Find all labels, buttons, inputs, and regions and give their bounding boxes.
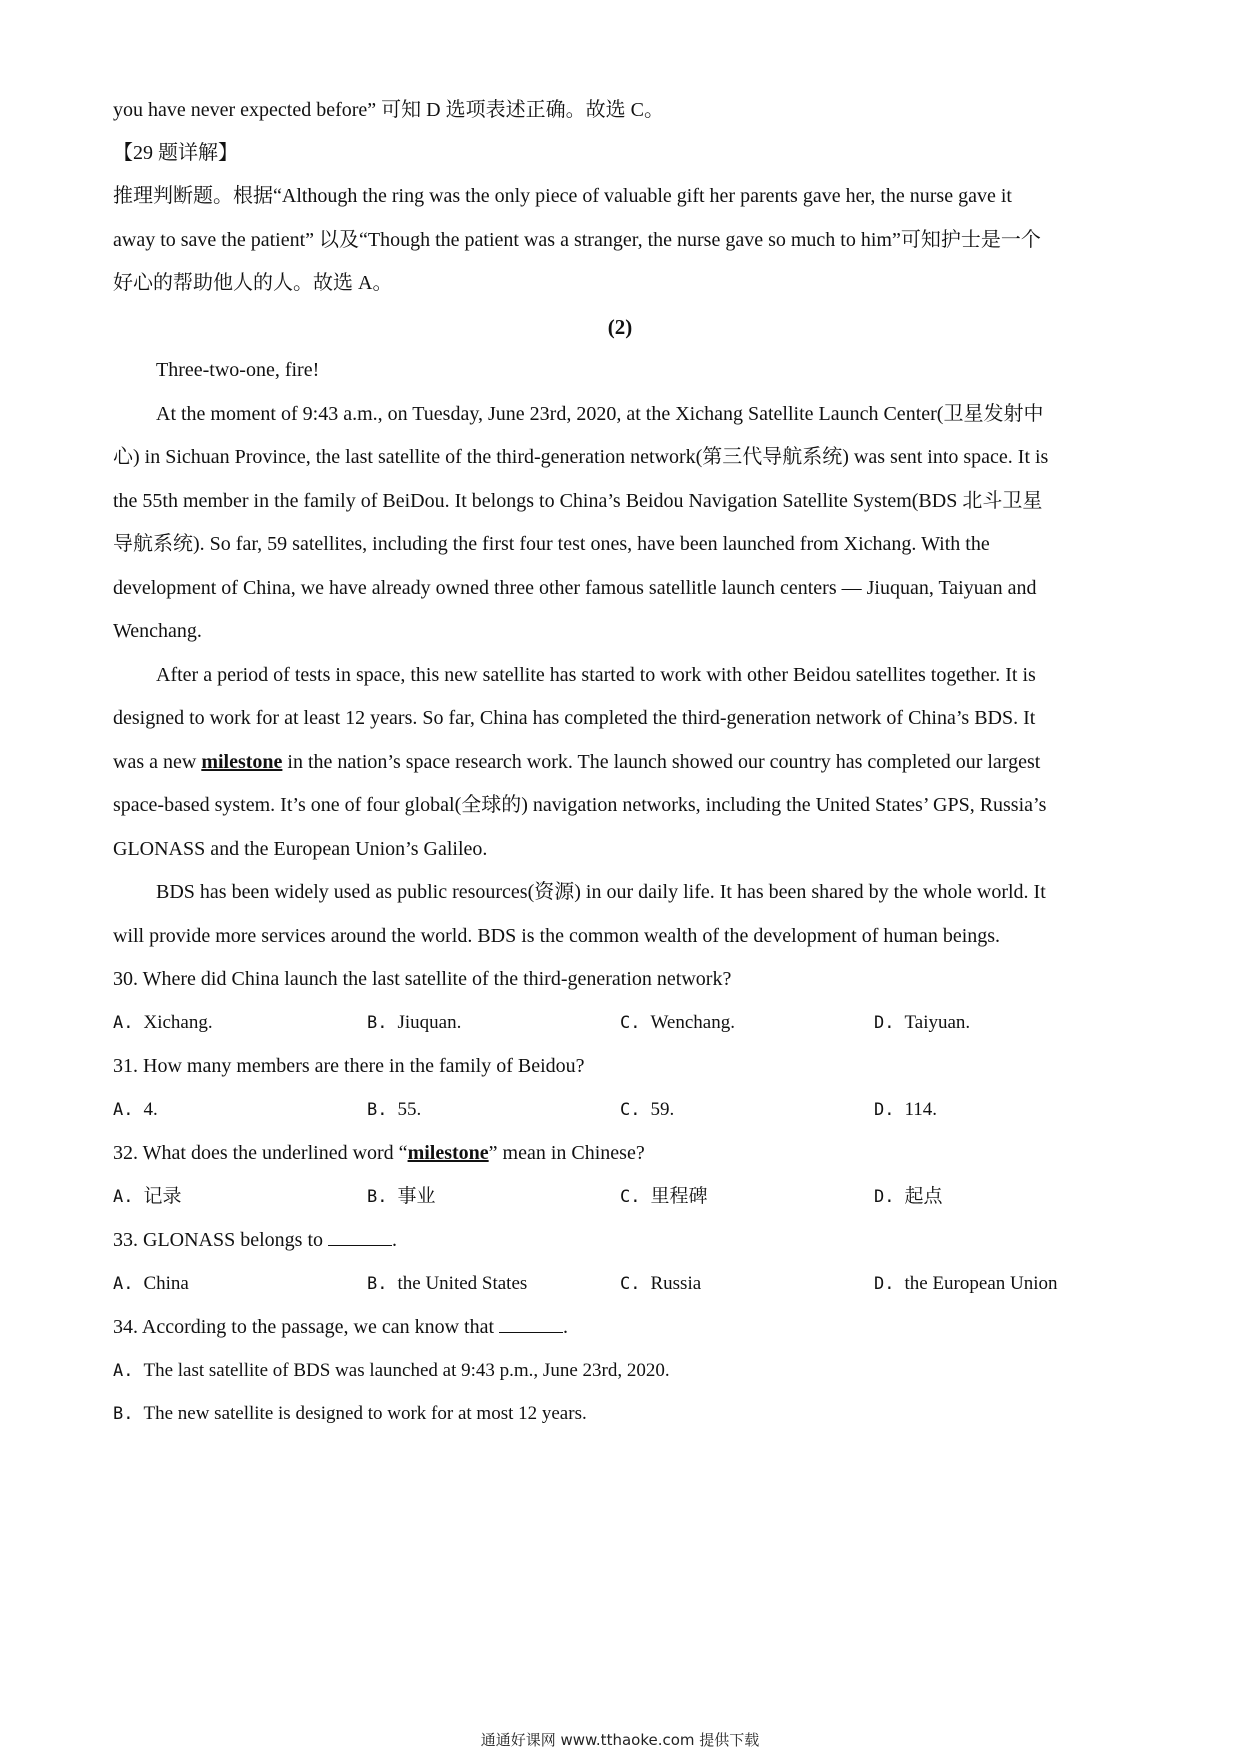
q30-option-a: A. Xichang. [113,1012,213,1033]
passage-text: was a new [113,751,202,773]
q32-option-b: B. 事业 [367,1186,436,1207]
q32-option-d: D. 起点 [874,1186,943,1207]
passage-line: Wenchang. [113,620,202,642]
underlined-word: milestone [201,751,283,773]
q31-option-c: C. 59. [620,1099,675,1120]
answer-blank [499,1316,563,1333]
q31-option-d: D. 114. [874,1099,938,1120]
q33-option-a: A. China [113,1273,189,1294]
q29-explanation-line: away to save the patient” 以及“Though the patient was a stranger, the nurse gave so much to him”可知护士是一个 [113,229,1041,251]
passage-line: After a period of tests in space, this new satellite has started to work with other Beidou satellites together. It is [156,664,1036,686]
question-30-stem: 30. Where did China launch the last satellite of the third-generation network? [113,968,732,990]
underlined-word: milestone [407,1142,489,1164]
q29-header: 【29 题详解】 [113,142,238,164]
question-34-stem: 34. According to the passage, we can know that . [113,1316,569,1338]
passage-text: in the nation’s space research work. The launch showed our country has completed our largest [282,751,1041,773]
question-31-stem: 31. How many members are there in the family of Beidou? [113,1055,585,1077]
q33-option-d: D. the European Union [874,1273,1058,1294]
passage-line [113,750,1133,774]
q31-option-a: A. 4. [113,1099,158,1120]
q29-explanation-line: 推理判断题。根据“Although the ring was the only piece of valuable gift her parents gave her, the nurse gave it [113,185,1012,207]
passage-line: space-based system. It’s one of four global(全球的) navigation networks, including the United States’ GPS, Russia’s [113,794,1047,816]
q30-option-c: C. Wenchang. [620,1012,735,1033]
q33-option-b: B. the United States [367,1273,528,1294]
passage-line: 导航系统). So far, 59 satellites, including the first four test ones, have been launched from Xichang. With the [113,533,990,555]
q33-option-c: C. Russia [620,1273,702,1294]
passage-line: designed to work for at least 12 years. So far, China has completed the third-generation network of China’s BDS. It [113,707,1036,729]
passage-line: Three-two-one, fire! [156,359,320,381]
passage-line: 心) in Sichuan Province, the last satellite of the third-generation network(第三代导航系统) was sent into space. It is [113,446,1049,468]
passage-line: GLONASS and the European Union’s Galileo. [113,838,488,860]
q32-option-a: A. 记录 [113,1186,182,1207]
q32-option-c: C. 里程碑 [620,1186,708,1207]
passage-line: development of China, we have already owned three other famous satellitle launch centers — Jiuquan, Taiyuan and [113,577,1037,599]
q34-option-a: A. The last satellite of BDS was launched at 9:43 p.m., June 23rd, 2020. [113,1360,670,1381]
passage-line: the 55th member in the family of BeiDou. It belongs to China’s Beidou Navigation Satellite System(BDS 北斗卫星 [113,490,1043,512]
answer-blank [328,1229,392,1246]
question-33-stem: 33. GLONASS belongs to . [113,1229,398,1251]
question-32-stem: 32. What does the underlined word “milestone” mean in Chinese? [113,1142,645,1164]
passage-line: At the moment of 9:43 a.m., on Tuesday, June 23rd, 2020, at the Xichang Satellite Launch Center(卫星发射中 [156,403,1044,425]
passage-line: will provide more services around the world. BDS is the common wealth of the development of human beings. [113,925,1001,947]
answer-tail-text: you have never expected before” 可知 D 选项表述正确。故选 C。 [113,99,664,121]
q29-explanation-line: 好心的帮助他人的人。故选 A。 [113,272,393,294]
page-footer: 通通好课网 www.tthaoke.com 提供下载 [480,1731,760,1749]
passage-line: BDS has been widely used as public resources(资源) in our daily life. It has been shared by the whole world. It [156,881,1046,903]
q30-option-b: B. Jiuquan. [367,1012,462,1033]
q31-option-b: B. 55. [367,1099,422,1120]
q34-option-b: B. The new satellite is designed to work for at most 12 years. [113,1403,587,1424]
section-title: (2) [607,315,633,339]
q30-option-d: D. Taiyuan. [874,1012,971,1033]
